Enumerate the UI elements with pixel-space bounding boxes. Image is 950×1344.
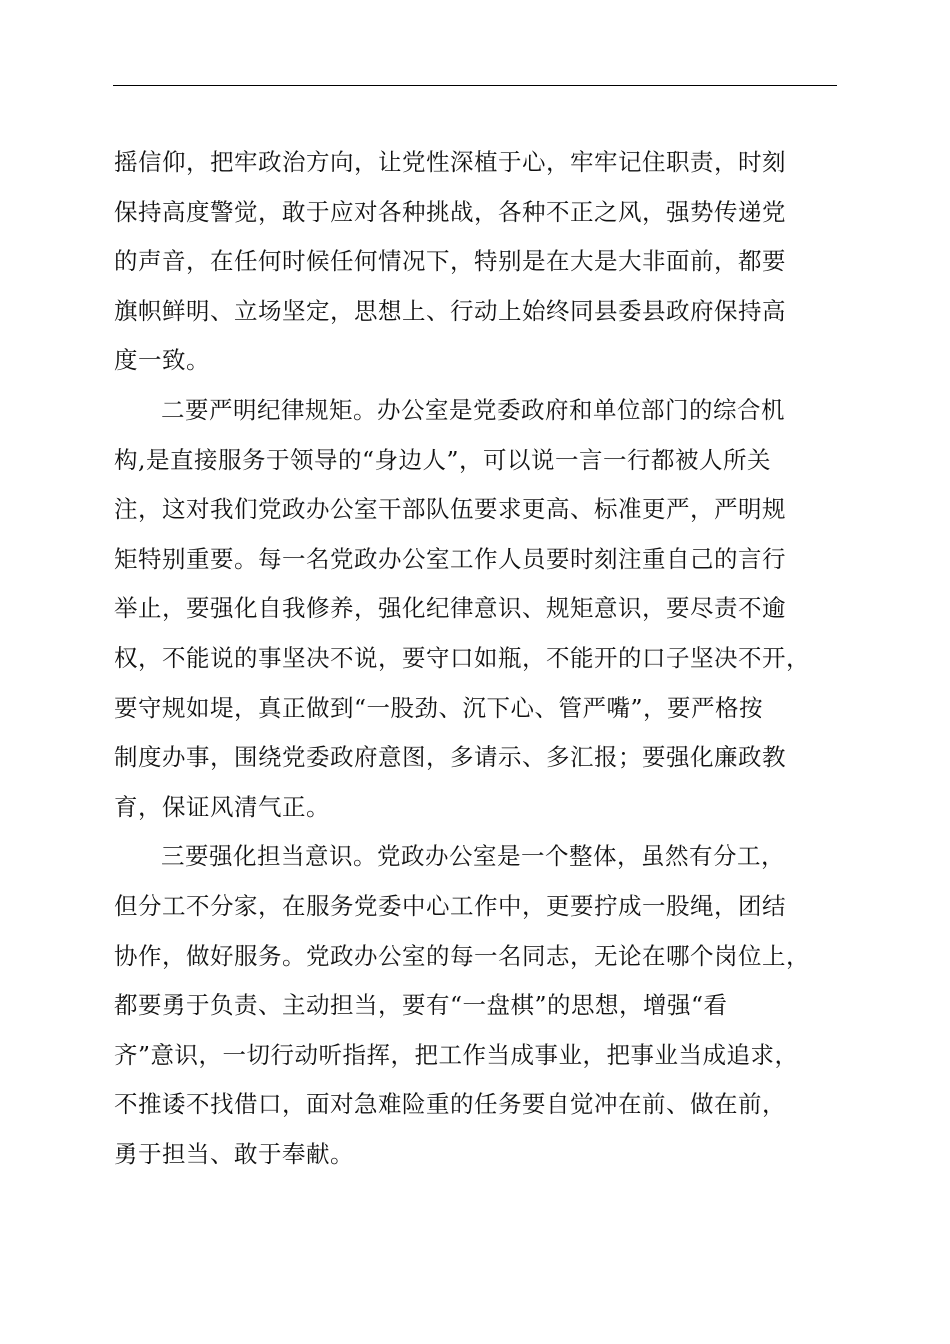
- text-line: 协作，做好服务。党政办公室的每一名同志，无论在哪个岗位上，: [114, 941, 810, 970]
- text-line: 矩特别重要。每一名党政办公室工作人员要时刻注重自己的言行: [114, 544, 786, 573]
- paragraph-heading-line: 三要强化担当意识。党政办公室是一个整体，虽然有分工，: [161, 842, 785, 871]
- text-line: 但分工不分家，在服务党委中心工作中，更要拧成一股绳，团结: [114, 891, 786, 920]
- text-line: 的声音，在任何时候任何情况下，特别是在大是大非面前，都要: [114, 247, 786, 276]
- text-line: 勇于担当、敢于奉献。: [114, 1139, 354, 1168]
- text-line: 注，这对我们党政办公室干部队伍要求更高、标准更严，严明规: [114, 495, 786, 524]
- text-line: 摇信仰，把牢政治方向，让党性深植于心，牢牢记住职责，时刻: [114, 148, 786, 176]
- text-line: 旗帜鲜明、立场坚定，思想上、行动上始终同县委县政府保持高: [114, 296, 786, 325]
- text-line: 保持高度警觉，敢于应对各种挑战，各种不正之风，强势传递党: [114, 197, 786, 226]
- text-line: 育，保证风清气正。: [114, 792, 330, 821]
- text-line: 度一致。: [114, 346, 210, 375]
- text-line: 构,是直接服务于领导的“身边人”，可以说一言一行都被人所关: [114, 445, 771, 474]
- text-line: 不推诿不找借口，面对急难险重的任务要自觉冲在前、做在前，: [114, 1090, 786, 1119]
- header-rule: [113, 85, 837, 86]
- text-line: 制度办事，围绕党委政府意图，多请示、多汇报；要强化廉政教: [114, 743, 786, 772]
- text-line: 齐”意识，一切行动听指挥，把工作当成事业，把事业当成追求，: [114, 1040, 799, 1069]
- text-line: 要守规如堤，真正做到“一股劲、沉下心、管严嘴”，要严格按: [114, 693, 764, 722]
- text-line: 举止，要强化自我修养，强化纪律意识、规矩意识，要尽责不逾: [114, 594, 786, 623]
- document-body: [114, 138, 836, 1179]
- text-line: 权，不能说的事坚决不说，要守口如瓶，不能开的口子坚决不开，: [114, 643, 810, 672]
- text-line: 都要勇于负责、主动担当，要有“一盘棋”的思想，增强“看: [114, 991, 728, 1020]
- paragraph-heading-line: 二要严明纪律规矩。办公室是党委政府和单位部门的综合机: [161, 395, 785, 424]
